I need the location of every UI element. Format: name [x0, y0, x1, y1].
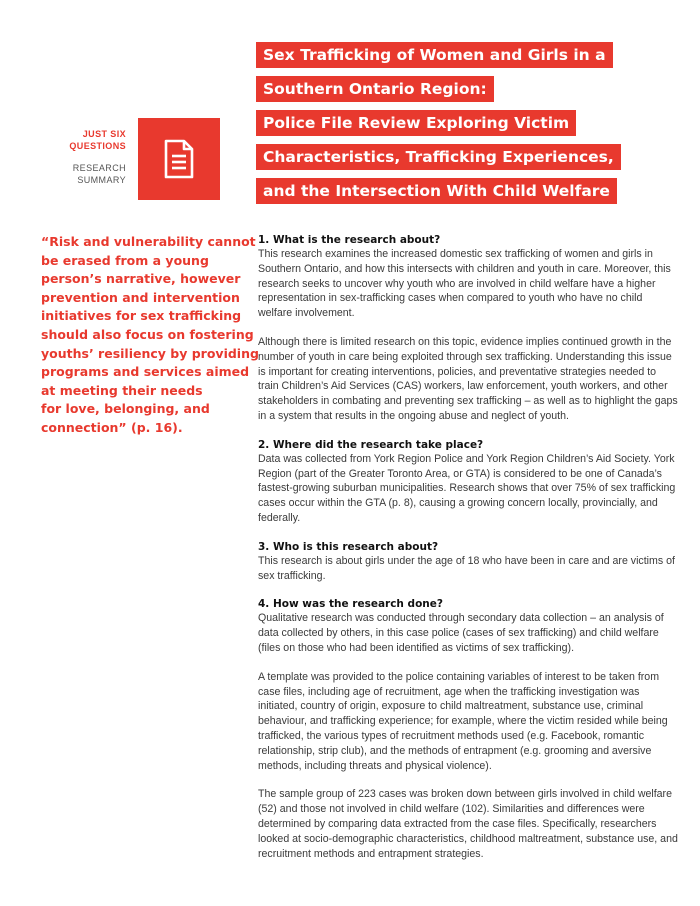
paragraph: A template was provided to the police containing variables of interest to be taken from case files, including age of recruitment, age when the trafficking investigation was initiated, country of origin, exposure to child maltreatment, substance use, criminal behaviour, and trafficking experience; for example, where the victim resided while being trafficked, the various types of recruitment methods used (e.g. Facebook, romantic relationship, strip club), and the methods of entrapment (e.g. grooming and aversive methods, including threats and physical violence). [258, 670, 668, 772]
document-icon [163, 139, 195, 179]
title-line: and the Intersection With Child Welfare [256, 178, 617, 204]
quote-line: at meeting their needs [41, 382, 203, 398]
series-subtitle: RESEARCH SUMMARY [72, 163, 126, 185]
quote-line: connection” (p. 16). [41, 419, 183, 435]
quote-line: “Risk and vulnerability cannot [41, 234, 256, 249]
quote-line: person’s narrative, however [41, 271, 241, 287]
paragraph: This research examines the increased domestic sex trafficking of women and girls in Southern Ontario, and how this intersects with children and youth in care. Moreover, this research seeks to uncover why youth who are involved in child welfare have a higher representation in sex-trafficking cases when compared to youth who have no child welfare involvement. [258, 248, 671, 320]
title-line: Southern Ontario Region: [256, 76, 494, 102]
document-badge [138, 118, 220, 200]
quote-line: for love, belonging, and [41, 401, 210, 417]
title-line: Sex Trafficking of Women and Girls in a [256, 42, 613, 68]
pull-quote [41, 233, 259, 438]
section-heading: 3. Who is this research about? [258, 540, 439, 553]
document-title [256, 42, 676, 212]
series-label [20, 128, 126, 186]
section-research-about [258, 233, 678, 424]
paragraph: Qualitative research was conducted through secondary data collection – an analysis of data collected by others, in this case police (cases of sex trafficking) and child welfare (files on those who had been identified as victims of sex trafficking). [258, 612, 664, 654]
section-research-subjects [258, 540, 678, 584]
quote-line: youths’ resiliency by providing [41, 345, 259, 361]
paragraph: The sample group of 223 cases was broken down between girls involved in child welfare (52) and those not involved in child welfare (102). Similarities and differences were determined by comparing data extracted from the case files. Specifically, researchers looked at socio-demographic characteristics, childhood maltreatment, substance use, and recruitment methods and entrapment strategies. [258, 788, 678, 860]
section-heading: 2. Where did the research take place? [258, 438, 484, 451]
section-heading: 4. How was the research done? [258, 598, 443, 611]
section-heading: 1. What is the research about? [258, 234, 441, 246]
section-research-location [258, 438, 678, 526]
title-line: Police File Review Exploring Victim [256, 110, 576, 136]
quote-line: programs and services aimed [41, 364, 250, 380]
quote-line: should also focus on fostering [41, 326, 254, 342]
paragraph: This research is about girls under the age of 18 who have been in care and are victims of sex trafficking. [258, 554, 675, 582]
main-content [258, 233, 678, 875]
title-line: Characteristics, Trafficking Experiences, [256, 144, 621, 170]
quote-line: initiatives for sex trafficking [41, 308, 242, 324]
paragraph: Data was collected from York Region Police and York Region Children’s Aid Society. York Region (part of the Greater Toronto Area, or GTA) is considered to be one of Canada’s fastest-growing suburban municipalities. Research shows that over 75% of sex trafficking cases occur within the GTA (p. 8), causing a growing concern locally, provincially, and federally. [258, 452, 676, 524]
paragraph: Although there is limited research on this topic, evidence implies continued growth in the number of youth in care being exploited through sex trafficking. Understanding this issue is important for creating interventions, policies, and preventative strategies needed to train Children’s Aid Services (CAS) workers, law enforcement, youth workers, and other stakeholders in combating and preventing sex trafficking – as well as to highlight the gaps in a system that results in the ongoing abuse and neglect of youth. [258, 335, 678, 422]
quote-line: prevention and intervention [41, 289, 240, 305]
quote-line: be erased from a young [41, 252, 209, 268]
series-title: JUST SIX QUESTIONS [69, 129, 126, 151]
section-research-method [258, 597, 678, 861]
